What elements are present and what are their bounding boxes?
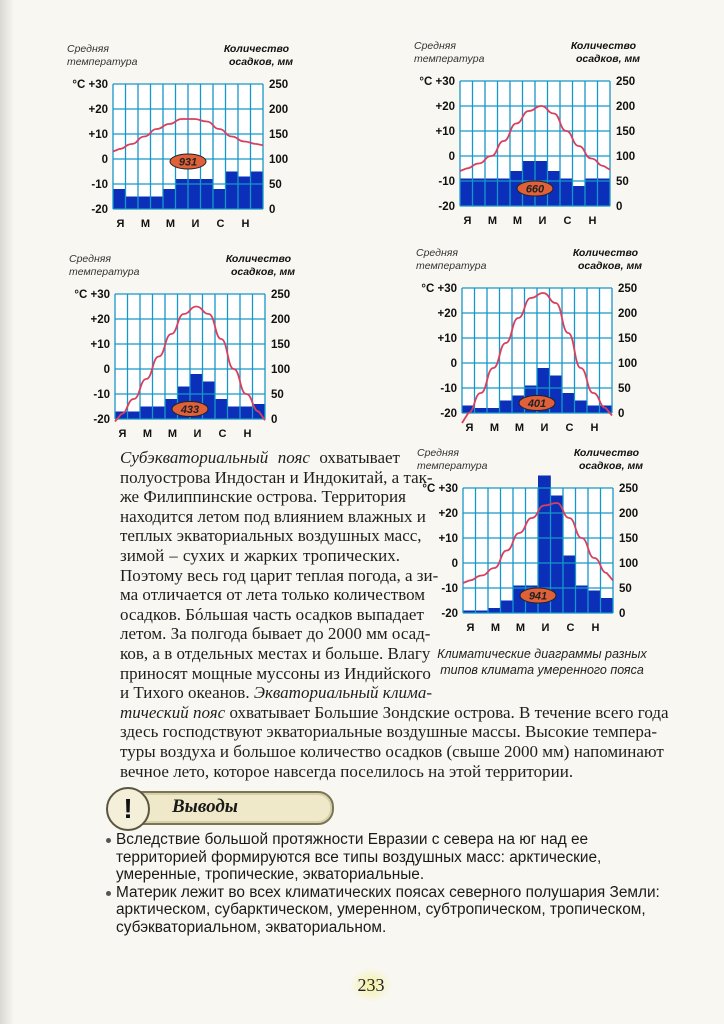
precip-tick: 50 bbox=[269, 179, 282, 191]
precip-bar bbox=[587, 406, 600, 414]
precip-tick: 100 bbox=[616, 151, 636, 163]
paragraph-line bbox=[120, 741, 664, 762]
text-span: охватывает Большие Зондские острова. В течение всего года bbox=[225, 702, 669, 722]
month-label: М bbox=[489, 422, 500, 434]
temp-tick: +20 bbox=[435, 101, 455, 113]
paragraph-line bbox=[120, 702, 669, 723]
left-axis-title: температура bbox=[416, 260, 487, 272]
text-span: приносят мощные муссоны из Индийского bbox=[120, 663, 431, 683]
precip-tick: 250 bbox=[616, 76, 636, 88]
temp-tick: +20 bbox=[438, 508, 458, 520]
precip-tick: 100 bbox=[269, 154, 289, 166]
precip-bar bbox=[138, 197, 151, 210]
precip-bar bbox=[151, 197, 164, 210]
temp-tick: -10 bbox=[93, 389, 110, 401]
precip-bar bbox=[163, 189, 176, 209]
precip-tick: 0 bbox=[619, 608, 626, 620]
paragraph-line bbox=[120, 467, 433, 488]
precip-tick: 150 bbox=[269, 129, 289, 141]
temp-tick: -20 bbox=[441, 608, 458, 620]
text-span: ма отличается от лета только количеством bbox=[120, 585, 426, 605]
italic-term: Экваториальный клима- bbox=[253, 683, 433, 703]
caption-line: Климатические диаграммы разных bbox=[437, 647, 647, 661]
paragraph-line bbox=[120, 448, 400, 468]
precip-tick: 50 bbox=[616, 176, 629, 188]
precip-tick: 50 bbox=[618, 383, 631, 395]
precip-bar bbox=[485, 179, 498, 207]
climate-chart-4 bbox=[402, 244, 702, 434]
month-label: М bbox=[140, 218, 151, 230]
precip-bar bbox=[251, 172, 264, 210]
paragraph-line bbox=[120, 487, 406, 507]
left-axis-title: температура bbox=[69, 266, 140, 278]
temp-tick: +10 bbox=[90, 339, 110, 351]
precip-tick: 150 bbox=[618, 333, 638, 345]
month-label: И bbox=[191, 218, 200, 230]
temp-tick: °C +30 bbox=[421, 283, 457, 295]
precip-tick: 100 bbox=[271, 364, 291, 376]
left-axis-title: температура bbox=[417, 460, 488, 472]
month-label: С bbox=[563, 215, 572, 227]
annual-precip-total: 660 bbox=[525, 183, 545, 196]
precip-bar bbox=[240, 407, 253, 420]
precip-bar bbox=[215, 399, 228, 419]
precip-tick: 50 bbox=[271, 389, 284, 401]
temp-tick: °C +30 bbox=[419, 76, 455, 88]
temp-tick: +10 bbox=[437, 333, 457, 345]
chart-svg bbox=[53, 40, 353, 230]
month-label: Я bbox=[463, 215, 472, 227]
annual-precip-total: 401 bbox=[527, 398, 547, 410]
temp-tick: +20 bbox=[88, 104, 108, 116]
month-label: М bbox=[515, 622, 526, 634]
temp-tick: 0 bbox=[450, 358, 457, 370]
paragraph-line bbox=[120, 663, 431, 684]
conclusion-item: Материк лежит во всех климатических поясах северного полушария Земли: арктическом, субарктическом, умеренном, субтропическом, тропическом, субэкваториальном, экваториальном. bbox=[104, 884, 660, 937]
text-span: вечное лето, которое навсегда поселилось на этой территории. bbox=[120, 761, 574, 781]
precip-bar bbox=[560, 179, 573, 207]
right-axis-title: осадков, мм bbox=[230, 266, 295, 278]
month-label: Н bbox=[590, 422, 599, 434]
precip-bar bbox=[226, 172, 239, 210]
temp-tick: °C +30 bbox=[72, 79, 108, 91]
temp-tick: -10 bbox=[438, 176, 455, 188]
left-axis-title: Средняя bbox=[67, 43, 109, 55]
precip-bar bbox=[460, 179, 473, 207]
left-axis-title: Средняя bbox=[69, 253, 111, 265]
precip-tick: 0 bbox=[271, 414, 278, 426]
precip-bar bbox=[213, 189, 226, 209]
left-axis-title: температура bbox=[67, 56, 138, 68]
right-axis-title: Количество bbox=[223, 43, 289, 55]
text-span: теплых экваториальных воздушных масс, bbox=[120, 526, 422, 546]
month-label: М bbox=[142, 428, 153, 440]
month-label: И bbox=[538, 215, 547, 227]
temp-tick: -20 bbox=[93, 414, 110, 426]
month-label: М bbox=[487, 215, 498, 227]
precip-tick: 250 bbox=[618, 283, 638, 295]
text-span: и Тихого океанов. bbox=[120, 683, 254, 703]
month-label: Я bbox=[116, 218, 125, 230]
precip-bar bbox=[475, 408, 488, 413]
month-label: Н bbox=[591, 622, 600, 634]
temp-tick: -20 bbox=[91, 204, 108, 216]
precip-tick: 100 bbox=[618, 358, 638, 370]
climate-chart-3 bbox=[55, 250, 355, 440]
left-axis-title: Средняя bbox=[417, 447, 459, 459]
month-label: М bbox=[512, 215, 523, 227]
temp-tick: +10 bbox=[438, 533, 458, 545]
precip-tick: 200 bbox=[618, 308, 638, 320]
precip-bar bbox=[113, 189, 126, 209]
text-span: полуострова Индостан и Индокитай, а так- bbox=[120, 467, 433, 487]
right-axis-title: Количество bbox=[225, 253, 291, 265]
month-label: И bbox=[193, 428, 202, 440]
paragraph-line bbox=[120, 722, 658, 742]
annual-precip-total: 931 bbox=[178, 156, 198, 169]
temp-tick: +20 bbox=[90, 314, 110, 326]
precip-bar bbox=[140, 407, 153, 420]
month-label: М bbox=[490, 622, 501, 634]
left-axis-title: Средняя bbox=[416, 247, 458, 259]
paragraph-line bbox=[120, 526, 422, 546]
exclamation-icon: ! bbox=[106, 787, 150, 831]
temp-tick: -10 bbox=[440, 383, 457, 395]
temp-tick: °C +30 bbox=[422, 483, 458, 495]
month-label: М bbox=[514, 422, 525, 434]
italic-term: тический пояс bbox=[120, 702, 226, 722]
month-label: Я bbox=[465, 422, 474, 434]
temp-tick: °C +30 bbox=[74, 289, 110, 301]
conclusions-header bbox=[108, 791, 334, 825]
temp-tick: -20 bbox=[440, 408, 457, 420]
temp-tick: +20 bbox=[437, 308, 457, 320]
annual-precip-total: 433 bbox=[180, 404, 200, 416]
page-edge-shadow bbox=[0, 0, 14, 1024]
month-label: С bbox=[566, 622, 575, 634]
paragraph-line bbox=[120, 604, 424, 625]
precip-tick: 200 bbox=[616, 101, 636, 113]
paragraph-line bbox=[120, 762, 655, 782]
paragraph-line bbox=[120, 585, 426, 605]
precip-bar bbox=[575, 401, 588, 414]
precip-bar bbox=[500, 401, 513, 414]
right-axis-title: Количество bbox=[570, 40, 636, 52]
precip-tick: 0 bbox=[616, 201, 623, 213]
text-span: осадков. Бóльшая часть осадков выпадает bbox=[120, 604, 424, 624]
precip-bar bbox=[487, 408, 500, 413]
paragraph-line bbox=[120, 683, 433, 703]
right-axis-title: осадков, мм bbox=[228, 56, 293, 68]
precip-tick: 150 bbox=[619, 533, 639, 545]
text-span: летом. За полгода бывает до 2000 мм осад- bbox=[120, 624, 431, 644]
month-label: Я bbox=[466, 622, 475, 634]
paragraph-line bbox=[120, 565, 439, 586]
precip-tick: 0 bbox=[269, 204, 276, 216]
precip-tick: 200 bbox=[619, 508, 639, 520]
precip-bar bbox=[585, 179, 598, 207]
precip-tick: 250 bbox=[271, 289, 291, 301]
temp-tick: 0 bbox=[103, 364, 110, 376]
month-label: С bbox=[565, 422, 574, 434]
precip-tick: 200 bbox=[269, 104, 289, 116]
conclusions-title: Выводы bbox=[172, 796, 238, 817]
climate-chart-2 bbox=[400, 37, 700, 227]
precip-bar bbox=[238, 177, 251, 210]
right-axis-title: Количество bbox=[572, 247, 638, 259]
precip-tick: 250 bbox=[619, 483, 639, 495]
temp-tick: 0 bbox=[451, 558, 458, 570]
text-span: охватывает bbox=[309, 448, 400, 467]
chart-svg bbox=[400, 37, 700, 227]
caption-line: типов климата умеренного пояса bbox=[440, 663, 644, 677]
month-label: И bbox=[540, 422, 549, 434]
precip-tick: 200 bbox=[271, 314, 291, 326]
temp-tick: 0 bbox=[101, 154, 108, 166]
conclusions-list bbox=[104, 831, 660, 936]
right-axis-title: Количество bbox=[573, 447, 639, 459]
climate-chart-1 bbox=[53, 40, 353, 230]
left-axis-title: температура bbox=[414, 53, 485, 65]
month-label: С bbox=[216, 218, 225, 230]
text-span: туры воздуха и большое количество осадков (свыше 2000 мм) напоминают bbox=[120, 741, 664, 761]
precip-tick: 50 bbox=[619, 583, 632, 595]
temp-tick: -10 bbox=[441, 583, 458, 595]
precip-tick: 250 bbox=[269, 79, 289, 91]
month-label: Н bbox=[241, 218, 250, 230]
conclusion-item: Вследствие большой протяжности Евразии с севера на юг над ее территорией формируются все типы воздушных масс: арктические, умеренные, тропические, экваториальные. bbox=[104, 831, 660, 884]
precip-tick: 0 bbox=[618, 408, 625, 420]
precip-tick: 150 bbox=[616, 126, 636, 138]
precip-bar bbox=[562, 393, 575, 413]
left-axis-title: Средняя bbox=[414, 40, 456, 52]
right-axis-title: осадков, мм bbox=[577, 260, 642, 272]
temp-tick: -20 bbox=[438, 201, 455, 213]
temp-tick: 0 bbox=[448, 151, 455, 163]
chart-svg bbox=[402, 244, 702, 434]
precip-bar bbox=[573, 186, 586, 206]
temp-tick: +10 bbox=[435, 126, 455, 138]
paragraph-line bbox=[120, 546, 400, 566]
precip-tick: 150 bbox=[271, 339, 291, 351]
right-axis-title: осадков, мм bbox=[575, 53, 640, 65]
temp-tick: +10 bbox=[88, 129, 108, 141]
month-label: Я bbox=[118, 428, 127, 440]
precip-bar bbox=[128, 412, 141, 420]
temp-tick: -10 bbox=[91, 179, 108, 191]
paragraph-line bbox=[120, 624, 431, 644]
month-label: М bbox=[167, 428, 178, 440]
paragraph-line bbox=[120, 643, 431, 664]
text-span: находится летом под влиянием влажных и bbox=[120, 506, 426, 526]
month-label: С bbox=[218, 428, 227, 440]
precip-bar bbox=[473, 179, 486, 207]
month-label: Н bbox=[243, 428, 252, 440]
text-span: зимой – сухих и жарких тропических. bbox=[120, 545, 400, 565]
month-label: Н bbox=[588, 215, 597, 227]
precip-bar bbox=[126, 197, 139, 210]
page-number: 233 bbox=[350, 968, 392, 1002]
chart-svg bbox=[55, 250, 355, 440]
text-span: ков, а в отдельных местах и больше. Влагу bbox=[120, 643, 431, 663]
paragraph-line bbox=[120, 506, 426, 527]
body-paragraph bbox=[120, 448, 669, 781]
text-span: здесь господствуют экваториальные воздушные массы. Высокие темпера- bbox=[120, 722, 658, 742]
month-label: М bbox=[165, 218, 176, 230]
right-axis-title: осадков, мм bbox=[578, 460, 643, 472]
precip-bar bbox=[228, 407, 241, 420]
precip-bar bbox=[498, 179, 511, 207]
annual-precip-total: 941 bbox=[528, 590, 548, 603]
month-label: И bbox=[541, 622, 550, 634]
precip-tick: 100 bbox=[619, 558, 639, 570]
text-span: Поэтому весь год царит теплая погода, а зи- bbox=[120, 565, 439, 585]
precip-bar bbox=[153, 407, 166, 420]
italic-term: Субэкваториальный пояс bbox=[120, 448, 310, 467]
precip-bar bbox=[598, 179, 611, 207]
text-span: же Филиппинские острова. Территория bbox=[120, 487, 406, 507]
